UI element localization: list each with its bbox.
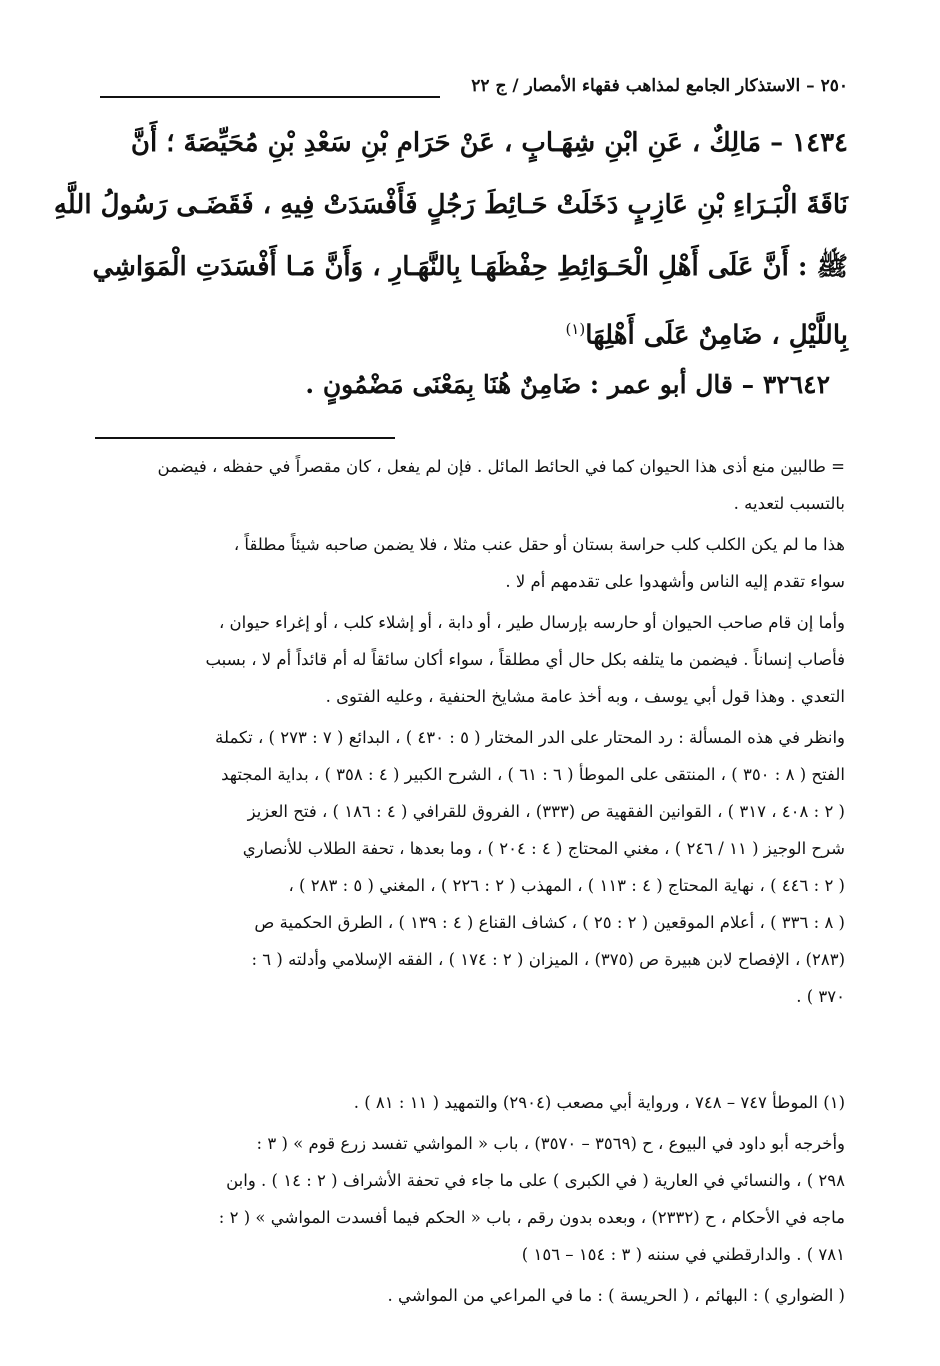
footnote-line: (١) الموطأ ٧٤٧ – ٧٤٨ ، ورواية أبي مصعب (٢٩٠٤) والتمهيد ( ١١ : ٨١ ) . — [353, 1093, 845, 1112]
note-line: ( ٨ : ٣٣٦ ) ، أعلام الموقعين ( ٢ : ٢٥ ) ، كشاف القناع ( ٤ : ١٣٩ ) ، الطرق الحكمية ص — [254, 913, 845, 932]
continued-notes — [93, 448, 845, 1019]
hadith-line: ﷺ : أَنَّ عَلَى أَهْلِ الْحَـوَائِطِ حِفْظَهَـا بِالنَّهَـارِ ، وَأَنَّ مَـا أَفْسَدَتِ الْمَوَاشِي — [92, 252, 848, 282]
footnotes — [93, 1084, 845, 1318]
footnote-marker: (١) — [565, 320, 586, 338]
running-header: ٢٥٠ – الاستذكار الجامع لمذاهب فقهاء الأمصار / ج ٢٢ — [471, 76, 848, 96]
hadith-line: ١٤٣٤ – مَالِكٌ ، عَنِ ابْنِ شِهَـابٍ ، عَنْ حَرَامِ بْنِ سَعْدِ بْنِ مُحَيِّصَةَ ؛ أَنَّ — [130, 128, 848, 158]
note-line: (٢٨٣) ، الإفصاح لابن هبيرة ص (٣٧٥) ، الميزان ( ٢ : ١٧٤ ) ، الفقه الإسلامي وأدلته ( ٦ : — [251, 950, 845, 969]
note-line: ( ٢ : ٤٤٦ ) ، نهاية المحتاج ( ٤ : ١١٣ ) ، المهذب ( ٢ : ٢٢٦ ) ، المغني ( ٥ : ٢٨٣ ) ، — [288, 876, 845, 895]
note-line: سواء تقدم إليه الناس وأشهدوا على تقدمهم أم لا . — [505, 572, 845, 591]
footnote-rule — [95, 437, 395, 439]
footnote-line: ٢٩٨ ) ، والنسائي في العارية ( في الكبرى ) على ما جاء في تحفة الأشراف ( ٢ : ١٤ ) . وابن — [226, 1171, 845, 1190]
note-line: وانظر في هذه المسألة : رد المحتار على الدر المختار ( ٥ : ٤٣٠ ) ، البدائع ( ٧ : ٢٧٣ ) ، تكملة — [215, 728, 845, 747]
footnote-line: ٧٨١ ) . والدارقطني في سننه ( ٣ : ١٥٤ – ١٥٦ ) — [521, 1245, 845, 1264]
note-paragraph — [93, 604, 845, 715]
footnote-paragraph — [93, 1277, 845, 1314]
note-line: وأما إن قام صاحب الحيوان أو حارسه بإرسال طير ، أو دابة ، أو إشلاء كلب ، أو إغراء حيوان ، — [218, 613, 845, 632]
note-line: = طالبين منع أذى هذا الحيوان كما في الحائط المائل . فإن لم يفعل ، كان مقصراً في حفظه ، فيضمن — [157, 457, 845, 476]
note-line: بالتسبب لتعديه . — [733, 494, 845, 513]
footnote-line: وأخرجه أبو داود في البيوع ، ح (٣٥٦٩ – ٣٥٧٠) ، باب « المواشي تفسد زرع قوم » ( ٣ : — [256, 1134, 845, 1153]
footnote-line: ( الضواري ) : البهائم ، ( الحريسة ) : ما في المراعي من المواشي . — [387, 1286, 845, 1305]
commentary-line: ٣٢٦٤٢ – قال أبو عمر : ضَامِنٌ هُنَا بِمَعْنَى مَضْمُونٍ . — [305, 370, 830, 399]
footnote-line: ماجه في الأحكام ، ح (٢٣٣٢) ، وبعده بدون رقم ، باب « الحكم فيما أفسدت المواشي » ( ٢ : — [218, 1208, 845, 1227]
note-line: ٣٧٠ ) . — [796, 987, 845, 1006]
note-line: شرح الوجيز ( ١١ / ٢٤٦ ) ، مغني المحتاج ( ٤ : ٢٠٤ ) ، وما بعدها ، تحفة الطلاب للأنصاري — [242, 839, 845, 858]
note-line: ( ٢ : ٤٠٨ ، ٣١٧ ) ، القوانين الفقهية ص (٣٣٣) ، الفروق للقرافي ( ٤ : ١٨٦ ) ، فتح العزيز — [247, 802, 845, 821]
footnote-paragraph — [93, 1084, 845, 1121]
footnote-paragraph — [93, 1125, 845, 1273]
header-rule — [100, 96, 440, 98]
note-line: فأصاب إنساناً . فيضمن ما يتلفه بكل حال أي مطلقاً ، سواء أكان سائقاً له أم قائداً أم لا ، بسبب — [205, 650, 845, 669]
note-paragraph — [93, 719, 845, 1015]
note-line: هذا ما لم يكن الكلب كلب حراسة بستان أو حقل عنب مثلا ، فلا يضمن صاحبه شيئاً مطلقاً ، — [233, 535, 845, 554]
note-line: التعدي . وهذا قول أبي يوسف ، وبه أخذ عامة مشايخ الحنفية ، وعليه الفتوى . — [325, 687, 845, 706]
hadith-line: نَاقَةَ الْبَـرَاءِ بْنِ عَازِبٍ دَخَلَتْ حَـائِطَ رَجُلٍ فَأَفْسَدَتْ فِيهِ ، فَقَضَـى رَسُولُ اللَّهِ — [53, 190, 848, 220]
hadith-line-last — [80, 298, 848, 367]
note-paragraph — [93, 448, 845, 522]
hadith-text — [53, 112, 848, 367]
note-paragraph — [93, 526, 845, 600]
hadith-line-text: بِاللَّيْلِ ، ضَامِنٌ عَلَى أَهْلِهَا — [585, 320, 848, 351]
note-line: الفتح ( ٨ : ٣٥٠ ) ، المنتقى على الموطأ ( ٦ : ٦١ ) ، الشرح الكبير ( ٤ : ٣٥٨ ) ، بداية المجتهد — [221, 765, 845, 784]
